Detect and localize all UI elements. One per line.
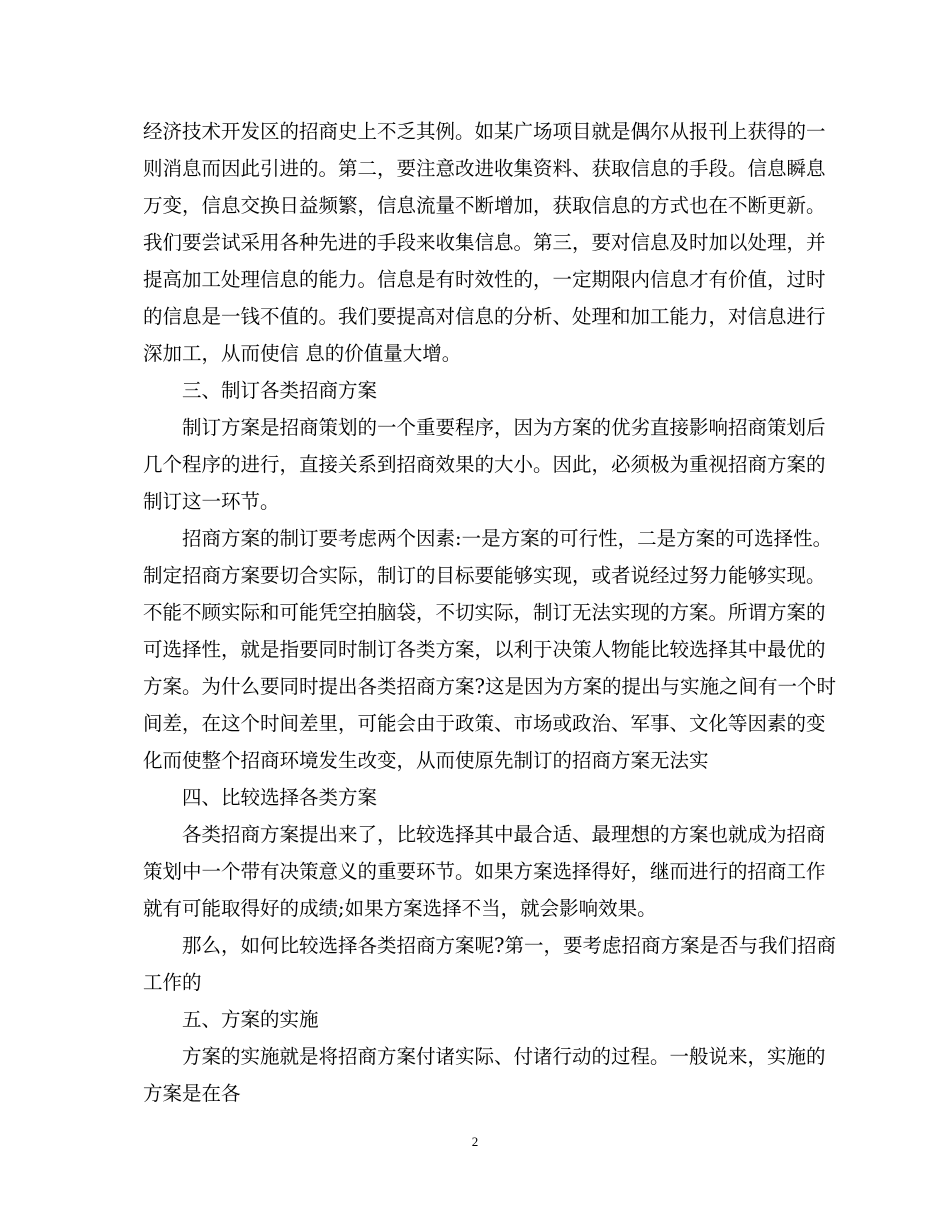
body-text-line: 方案的实施就是将招商方案付诸实际、付诸行动的过程。一般说来，实施的 — [182, 1045, 826, 1068]
section-heading: 四、比较选择各类方案 — [182, 786, 378, 809]
body-text-line: 招商方案的制订要考虑两个因素:一是方案的可行性，二是方案的可选择性。 — [182, 527, 833, 550]
body-text-line: 经济技术开发区的招商史上不乏其例。如某广场项目就是偶尔从报刊上获得的一 — [143, 120, 826, 143]
body-text-line: 制订这一环节。 — [143, 490, 280, 513]
body-text-line: 我们要尝试采用各种先进的手段来收集信息。第三，要对信息及时加以处理，并 — [143, 231, 826, 254]
section-heading: 五、方案的实施 — [182, 1008, 319, 1031]
section-heading: 三、制订各类招商方案 — [182, 379, 378, 402]
body-text-line: 万变，信息交换日益频繁，信息流量不断增加，获取信息的方式也在不断更新。 — [143, 194, 826, 217]
document-body — [143, 113, 836, 1112]
body-text-line: 间差，在这个时间差里，可能会由于政策、市场或政治、军事、文化等因素的变 — [143, 712, 826, 735]
page-number: 2 — [471, 1134, 479, 1149]
body-text-line: 提高加工处理信息的能力。信息是有时效性的，一定期限内信息才有价值，过时 — [143, 268, 826, 291]
body-text-line: 各类招商方案提出来了，比较选择其中最合适、最理想的方案也就成为招商 — [182, 823, 826, 846]
body-text-line: 制订方案是招商策划的一个重要程序，因为方案的优劣直接影响招商策划后 — [182, 416, 826, 439]
body-text-line: 工作的 — [143, 971, 202, 994]
body-text-line: 几个程序的进行，直接关系到招商效果的大小。因此，必须极为重视招商方案的 — [143, 453, 826, 476]
body-text-line: 可选择性，就是指要同时制订各类方案，以利于决策人物能比较选择其中最优的 — [143, 638, 826, 661]
body-text-line: 那么，如何比较选择各类招商方案呢?第一，要考虑招商方案是否与我们招商 — [182, 934, 836, 957]
body-text-line: 化而使整个招商环境发生改变，从而使原先制订的招商方案无法实 — [143, 749, 709, 772]
body-text-line: 则消息而因此引进的。第二，要注意改进收集资料、获取信息的手段。信息瞬息 — [143, 157, 826, 180]
body-text-line: 策划中一个带有决策意义的重要环节。如果方案选择得好，继而进行的招商工作 — [143, 860, 826, 883]
body-text-line: 方案。为什么要同时提出各类招商方案?这是因为方案的提出与实施之间有一个时 — [143, 675, 836, 698]
body-text-line: 方案是在各 — [143, 1082, 241, 1105]
body-text-line: 的信息是一钱不值的。我们要提高对信息的分析、处理和加工能力，对信息进行 — [143, 305, 826, 328]
body-text-line: 不能不顾实际和可能凭空拍脑袋，不切实际，制订无法实现的方案。所谓方案的 — [143, 601, 826, 624]
body-text-line: 深加工，从而使信 息的价值量大增。 — [143, 342, 462, 365]
body-text-line: 制定招商方案要切合实际，制订的目标要能够实现，或者说经过努力能够实现。 — [143, 564, 826, 587]
body-text-line: 就有可能取得好的成绩;如果方案选择不当，就会影响效果。 — [143, 897, 657, 920]
